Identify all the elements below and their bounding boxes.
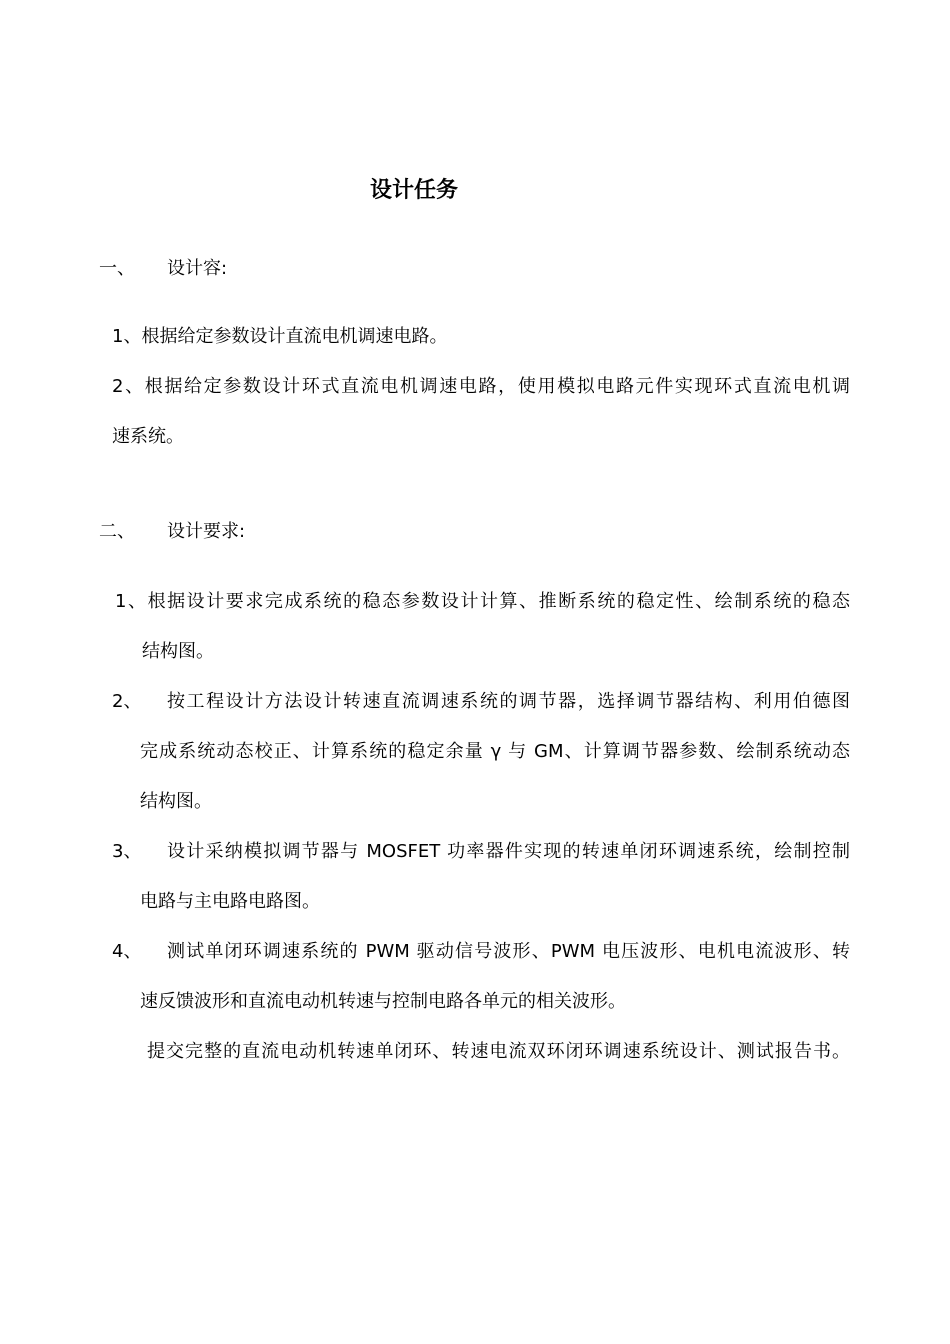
section2-item3-line1: 设计采纳模拟调节器与 MOSFET 功率器件实现的转速单闭环调速系统，绘制控制 — [167, 841, 850, 862]
section2-item4-number: 4、 — [112, 941, 142, 962]
section1-item2-line1: 2、根据给定参数设计环式直流电机调速电路，使用模拟电路元件实现环式直流电机调 — [112, 376, 850, 397]
section2-item1-line2: 结构图。 — [142, 641, 214, 662]
section1-heading: 设计容: — [167, 258, 228, 279]
section2-item1-line1: 1、根据设计要求完成系统的稳态参数设计计算、推断系统的稳定性、绘制系统的稳态 — [115, 591, 850, 612]
section2-item2-line2: 完成系统动态校正、计算系统的稳定余量 γ 与 GM、计算调节器参数、绘制系统动态 — [140, 741, 850, 762]
section2-item3-number: 3、 — [112, 841, 142, 862]
section2-item4-line1: 测试单闭环调速系统的 PWM 驱动信号波形、PWM 电压波形、电机电流波形、转 — [167, 941, 850, 962]
section1-number: 一、 — [99, 258, 135, 279]
section2-number: 二、 — [99, 521, 135, 542]
section1-item2-line2: 速系统。 — [112, 426, 184, 447]
document-title: 设计任务 — [369, 178, 458, 203]
section2-closing: 提交完整的直流电动机转速单闭环、转速电流双环闭环调速系统设计、测试报告书。 — [147, 1041, 850, 1062]
section2-item2-line1: 按工程设计方法设计转速直流调速系统的调节器，选择调节器结构、利用伯德图 — [167, 691, 850, 712]
section2-item2-number: 2、 — [112, 691, 142, 712]
section2-heading: 设计要求: — [167, 521, 246, 542]
section2-item4-line2: 速反馈波形和直流电动机转速与控制电路各单元的相关波形。 — [140, 991, 626, 1012]
section2-item3-line2: 电路与主电路电路图。 — [140, 891, 320, 912]
section2-item2-line3: 结构图。 — [140, 791, 212, 812]
section1-item1: 1、根据给定参数设计直流电机调速电路。 — [112, 326, 448, 347]
